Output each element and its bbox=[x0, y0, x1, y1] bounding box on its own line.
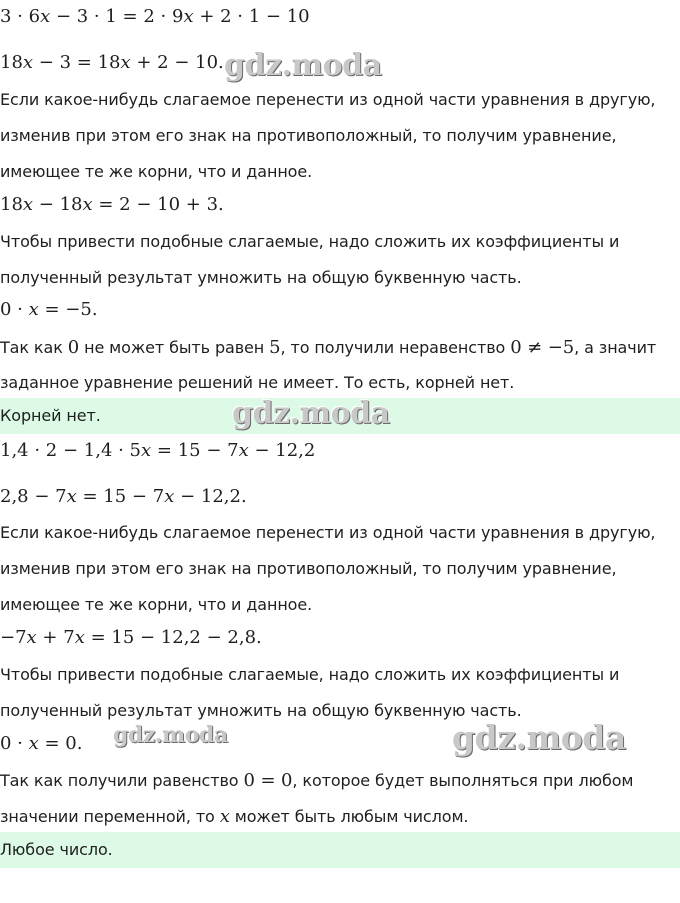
conclusion-line-2: заданное уравнение решений не имеет. То есть, корней нет. bbox=[0, 373, 515, 392]
rule-transfer-line-3: имеющее те же корни, что и данное. bbox=[0, 162, 313, 181]
rule-transfer-line-3: имеющее те же корни, что и данное. bbox=[0, 595, 313, 614]
answer-text: Корней нет. bbox=[0, 406, 101, 425]
watermark-logo: gdz.moda bbox=[232, 396, 390, 431]
watermark-logo: gdz.moda bbox=[224, 48, 382, 83]
conclusion-line-4: значении переменной, то x может быть любым числом. bbox=[0, 806, 469, 827]
watermark-logo: gdz.moda bbox=[452, 718, 626, 757]
rule-similar-line-2: полученный результат умножить на общую буквенную часть. bbox=[0, 268, 522, 287]
equation-1: 3 · 6x − 3 · 1 = 2 · 9x + 2 · 1 − 10 bbox=[0, 6, 310, 27]
equation-2: 18x − 3 = 18x + 2 − 10. bbox=[0, 52, 224, 73]
rule-transfer-line-1: Если какое-нибудь слагаемое перенести из одной части уравнения в другую, bbox=[0, 523, 656, 542]
equation-8: 0 · x = 0. bbox=[0, 733, 83, 754]
rule-transfer-line-2: изменив при этом его знак на противоположный, то получим уравнение, bbox=[0, 126, 617, 145]
conclusion-line-3: Так как получили равенство 0 = 0, которое будет выполняться при любом bbox=[0, 770, 634, 791]
rule-transfer-line-1: Если какое-нибудь слагаемое перенести из одной части уравнения в другую, bbox=[0, 90, 656, 109]
answer-text: Любое число. bbox=[0, 840, 113, 859]
rule-similar-line-1: Чтобы привести подобные слагаемые, надо сложить их коэффициенты и bbox=[0, 232, 620, 251]
rule-similar-line-1: Чтобы привести подобные слагаемые, надо сложить их коэффициенты и bbox=[0, 665, 620, 684]
equation-5: 1,4 · 2 − 1,4 · 5x = 15 − 7x − 12,2 bbox=[0, 440, 316, 461]
equation-3: 18x − 18x = 2 − 10 + 3. bbox=[0, 194, 224, 215]
rule-transfer-line-2: изменив при этом его знак на противоположный, то получим уравнение, bbox=[0, 559, 617, 578]
equation-6: 2,8 − 7x = 15 − 7x − 12,2. bbox=[0, 486, 247, 507]
rule-similar-line-2: полученный результат умножить на общую буквенную часть. bbox=[0, 701, 522, 720]
answer-box-2 bbox=[0, 832, 680, 868]
watermark-logo: gdz.moda bbox=[113, 722, 228, 748]
conclusion-line-1: Так как 0 не может быть равен 5, то получили неравенство 0 ≠ −5, а значит bbox=[0, 337, 657, 358]
equation-4: 0 · x = −5. bbox=[0, 299, 98, 320]
equation-7: −7x + 7x = 15 − 12,2 − 2,8. bbox=[0, 627, 262, 648]
